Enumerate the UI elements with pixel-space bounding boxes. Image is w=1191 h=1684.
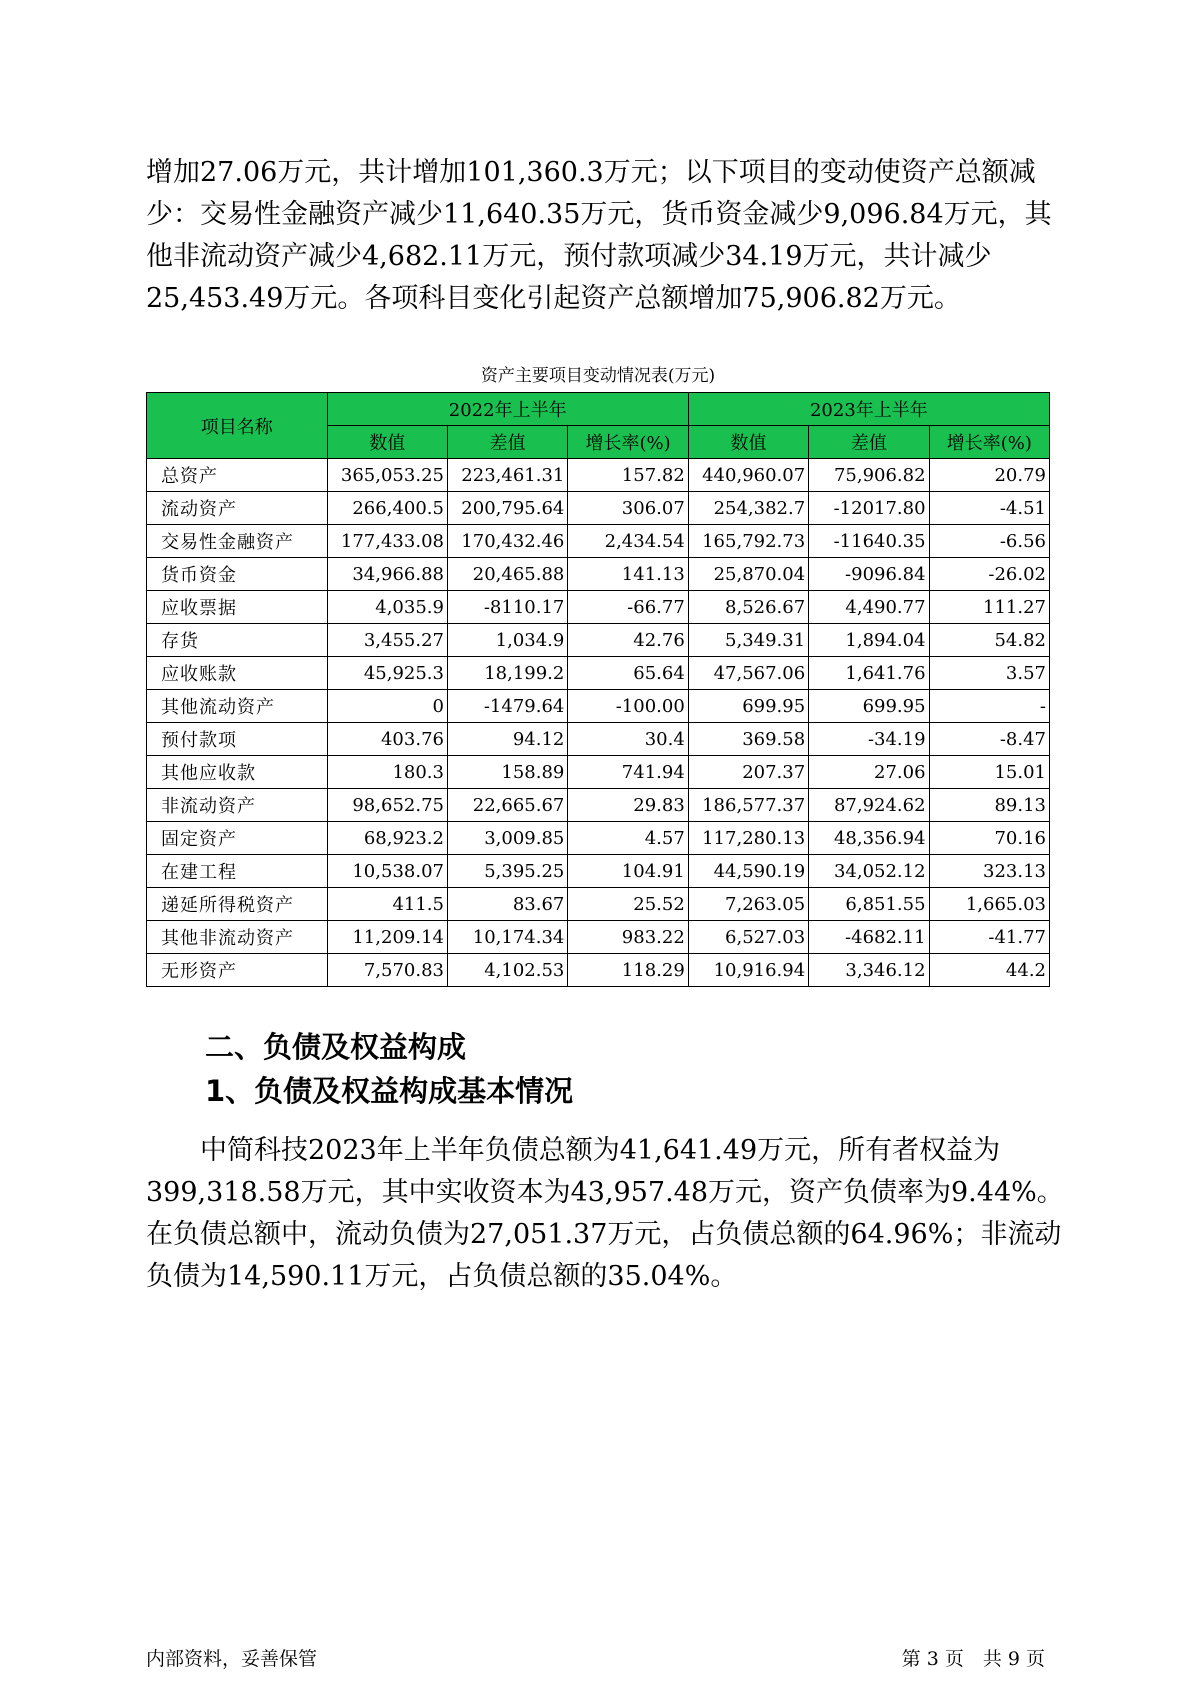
table-cell: 10,174.34 [447,921,567,954]
table-cell: 223,461.31 [447,459,567,492]
table-cell: 42.76 [568,624,688,657]
table-row [147,921,1050,954]
table-cell: 6,851.55 [809,888,929,921]
row-item-name: 总资产 [147,459,328,492]
table-cell: 141.13 [568,558,688,591]
table-cell: 70.16 [929,822,1049,855]
table-cell: 34,052.12 [809,855,929,888]
table-cell: 94.12 [447,723,567,756]
table-cell: 75,906.82 [809,459,929,492]
asset-change-table [146,392,1050,987]
table-cell: 34,966.88 [327,558,447,591]
table-row [147,723,1050,756]
table-cell: -100.00 [568,690,688,723]
table-cell: 403.76 [327,723,447,756]
table-row [147,756,1050,789]
header-item-name: 项目名称 [147,393,328,459]
header-growth-2023: 增长率(%) [929,426,1049,459]
table-cell: 4,102.53 [447,954,567,987]
table-cell: 45,925.3 [327,657,447,690]
table-cell: 104.91 [568,855,688,888]
footer-page-number: 第 3 页 共 9 页 [901,1648,1045,1670]
row-item-name: 应收账款 [147,657,328,690]
row-item-name: 无形资产 [147,954,328,987]
table-row [147,624,1050,657]
table-cell: 10,538.07 [327,855,447,888]
table-cell: 186,577.37 [688,789,808,822]
table-cell: 117,280.13 [688,822,808,855]
table-row [147,492,1050,525]
paragraph-line: 少：交易性金融资产减少11,640.35万元，货币资金减少9,096.84万元，其 [146,199,1052,230]
table-cell: 741.94 [568,756,688,789]
header-diff-2022: 差值 [447,426,567,459]
table-cell: 699.95 [688,690,808,723]
table-cell: 1,641.76 [809,657,929,690]
row-item-name: 其他流动资产 [147,690,328,723]
table-cell: -66.77 [568,591,688,624]
table-cell: 369.58 [688,723,808,756]
header-growth-2022: 增长率(%) [568,426,688,459]
table-cell: 44.2 [929,954,1049,987]
table-row [147,690,1050,723]
table-cell: 1,894.04 [809,624,929,657]
table-cell: 1,665.03 [929,888,1049,921]
table-cell: 22,665.67 [447,789,567,822]
table-row [147,855,1050,888]
header-diff-2023: 差值 [809,426,929,459]
table-cell: 323.13 [929,855,1049,888]
paragraph-line: 增加27.06万元，共计增加101,360.3万元；以下项目的变动使资产总额减 [146,157,1036,188]
table-cell: 440,960.07 [688,459,808,492]
row-item-name: 其他应收款 [147,756,328,789]
table-cell: 165,792.73 [688,525,808,558]
table-cell: 47,567.06 [688,657,808,690]
row-item-name: 流动资产 [147,492,328,525]
table-cell: 8,526.67 [688,591,808,624]
table-cell: 25,870.04 [688,558,808,591]
table-cell: - [929,690,1049,723]
table-cell: 15.01 [929,756,1049,789]
table-cell: -8110.17 [447,591,567,624]
paragraph-asset-changes [146,152,1052,320]
table-cell: 3,455.27 [327,624,447,657]
table-cell: 87,924.62 [809,789,929,822]
table-cell: 20.79 [929,459,1049,492]
table-cell: 54.82 [929,624,1049,657]
table-cell: -12017.80 [809,492,929,525]
table-cell: 89.13 [929,789,1049,822]
table-row [147,657,1050,690]
table-cell: 6,527.03 [688,921,808,954]
table-cell: 1,034.9 [447,624,567,657]
table-cell: -26.02 [929,558,1049,591]
table-cell: 5,349.31 [688,624,808,657]
table-cell: 983.22 [568,921,688,954]
table-cell: 4,035.9 [327,591,447,624]
paragraph-line: 他非流动资产减少4,682.11万元，预付款项减少34.19万元，共计减少 [146,241,992,272]
table-cell: 4.57 [568,822,688,855]
table-cell: 699.95 [809,690,929,723]
table-cell: -11640.35 [809,525,929,558]
row-item-name: 其他非流动资产 [147,921,328,954]
table-cell: 7,263.05 [688,888,808,921]
header-value-2023: 数值 [688,426,808,459]
table-cell: 3.57 [929,657,1049,690]
table-cell: 158.89 [447,756,567,789]
row-item-name: 递延所得税资产 [147,888,328,921]
row-item-name: 应收票据 [147,591,328,624]
table-cell: 44,590.19 [688,855,808,888]
subsection-heading: 1、负债及权益构成基本情况 [205,1074,574,1108]
footer-confidential-note: 内部资料，妥善保管 [146,1648,318,1670]
paragraph-line: 中简科技2023年上半年负债总额为41,641.49万元，所有者权益为 [146,1135,1001,1166]
table-header [147,393,1050,459]
paragraph-line: 在负债总额中，流动负债为27,051.37万元，占负债总额的64.96%；非流动 [146,1219,1062,1250]
table-cell: 118.29 [568,954,688,987]
row-item-name: 存货 [147,624,328,657]
header-group-2022: 2022年上半年 [327,393,688,426]
table-cell: 10,916.94 [688,954,808,987]
table-cell: 5,395.25 [447,855,567,888]
row-item-name: 固定资产 [147,822,328,855]
header-group-2023: 2023年上半年 [688,393,1049,426]
table-cell: 2,434.54 [568,525,688,558]
row-item-name: 预付款项 [147,723,328,756]
table-row [147,789,1050,822]
table-row [147,954,1050,987]
table-cell: 7,570.83 [327,954,447,987]
table-body [147,459,1050,987]
paragraph-line: 399,318.58万元，其中实收资本为43,957.48万元，资产负债率为9.44%。 [146,1177,1064,1208]
table-cell: 157.82 [568,459,688,492]
row-item-name: 在建工程 [147,855,328,888]
paragraph-liabilities [146,1130,1064,1298]
table-cell: 98,652.75 [327,789,447,822]
table-cell: 27.06 [809,756,929,789]
table-cell: 306.07 [568,492,688,525]
table-cell: 65.64 [568,657,688,690]
table-cell: 111.27 [929,591,1049,624]
table-cell: -4.51 [929,492,1049,525]
table-cell: 365,053.25 [327,459,447,492]
table-cell: 207.37 [688,756,808,789]
table-cell: 4,490.77 [809,591,929,624]
table-row [147,525,1050,558]
table-row [147,558,1050,591]
table-cell: 25.52 [568,888,688,921]
table-cell: 266,400.5 [327,492,447,525]
table-cell: 254,382.7 [688,492,808,525]
table-cell: -9096.84 [809,558,929,591]
table-caption: 资产主要项目变动情况表(万元) [480,366,716,386]
section-heading: 二、负债及权益构成 [205,1030,467,1064]
table-cell: 30.4 [568,723,688,756]
table-cell: 170,432.46 [447,525,567,558]
table-row [147,591,1050,624]
table-cell: -4682.11 [809,921,929,954]
table-row [147,888,1050,921]
table-cell: 18,199.2 [447,657,567,690]
table-cell: 11,209.14 [327,921,447,954]
header-value-2022: 数值 [327,426,447,459]
paragraph-line: 负债为14,590.11万元，占负债总额的35.04%。 [146,1261,738,1292]
table-cell: 48,356.94 [809,822,929,855]
table-cell: -41.77 [929,921,1049,954]
table-cell: 0 [327,690,447,723]
table-cell: 411.5 [327,888,447,921]
table-cell: 68,923.2 [327,822,447,855]
table-cell: 29.83 [568,789,688,822]
table-cell: 3,346.12 [809,954,929,987]
table-cell: 180.3 [327,756,447,789]
table-row [147,822,1050,855]
table-cell: -8.47 [929,723,1049,756]
row-item-name: 交易性金融资产 [147,525,328,558]
paragraph-line: 25,453.49万元。各项科目变化引起资产总额增加75,906.82万元。 [146,283,961,314]
table-cell: -34.19 [809,723,929,756]
table-cell: -6.56 [929,525,1049,558]
table-cell: 200,795.64 [447,492,567,525]
row-item-name: 货币资金 [147,558,328,591]
row-item-name: 非流动资产 [147,789,328,822]
table-cell: -1479.64 [447,690,567,723]
table-cell: 3,009.85 [447,822,567,855]
table-cell: 20,465.88 [447,558,567,591]
table-row [147,459,1050,492]
table-cell: 177,433.08 [327,525,447,558]
table-cell: 83.67 [447,888,567,921]
